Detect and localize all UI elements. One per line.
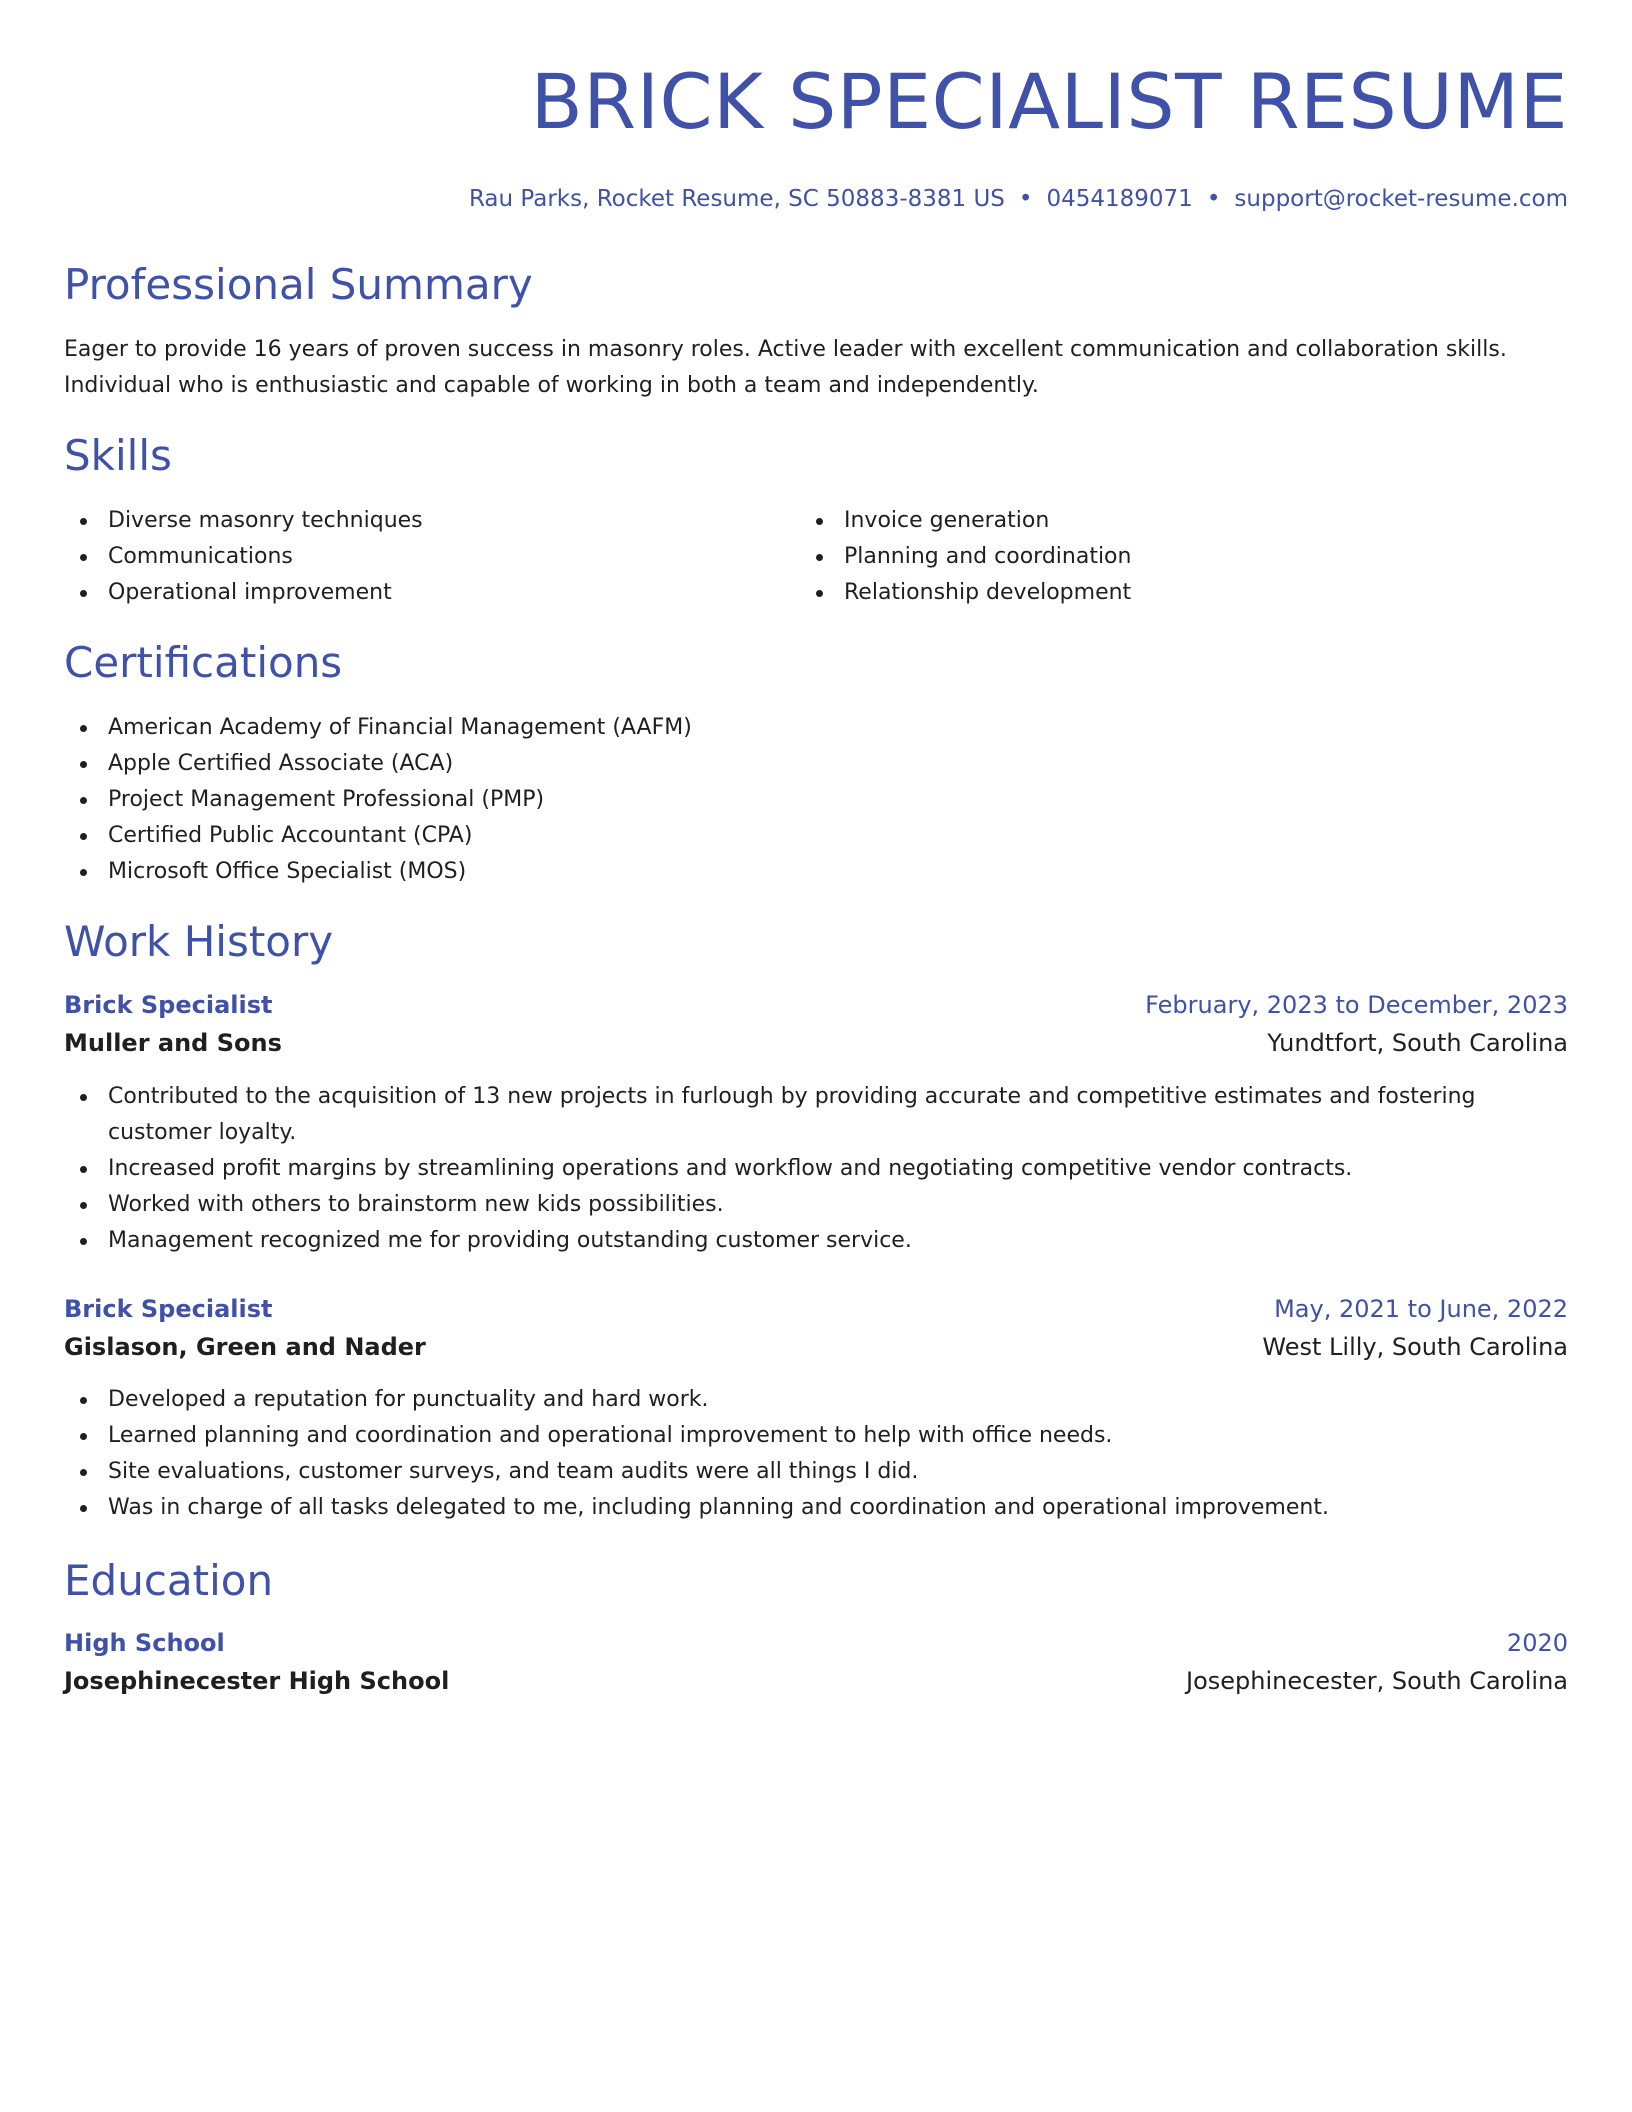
list-item: Relationship development xyxy=(800,575,1500,611)
certifications-list xyxy=(64,710,1064,890)
certifications-heading: Certifications xyxy=(64,638,343,687)
education-location: Josephinecester, South Carolina xyxy=(1185,1667,1568,1695)
list-item: Developed a reputation for punctuality and hard work. xyxy=(64,1382,1568,1418)
skills-list-left xyxy=(64,503,764,611)
contact-phone[interactable]: 0454189071 xyxy=(1046,186,1193,212)
job-company: Gislason, Green and Nader xyxy=(64,1333,426,1361)
education-school: Josephinecester High School xyxy=(64,1667,450,1695)
list-item: Certified Public Accountant (CPA) xyxy=(64,818,1064,854)
list-item: Project Management Professional (PMP) xyxy=(64,782,1064,818)
job-title-row xyxy=(64,1290,1568,1328)
contact-address: Rau Parks, Rocket Resume, SC 50883-8381 US xyxy=(468,186,1005,212)
list-item: Communications xyxy=(64,539,764,575)
list-item: Contributed to the acquisition of 13 new projects in furlough by providing accurate and competitive estimates and fostering customer loyalty. xyxy=(64,1079,1568,1151)
job-title-row xyxy=(64,986,1568,1024)
contact-separator: • xyxy=(1206,186,1221,212)
contact-line xyxy=(469,184,1568,214)
list-item: Worked with others to brainstorm new kids possibilities. xyxy=(64,1187,1568,1223)
job-company-row xyxy=(64,1328,1568,1366)
job-title: Brick Specialist xyxy=(64,991,273,1019)
list-item: Planning and coordination xyxy=(800,539,1500,575)
resume-title: BRICK SPECIALIST RESUME xyxy=(530,57,1568,146)
contact-email[interactable]: support@rocket-resume.com xyxy=(1234,186,1568,212)
education-degree-row xyxy=(64,1624,1568,1662)
list-item: Site evaluations, customer surveys, and team audits were all things I did. xyxy=(64,1454,1568,1490)
education-degree: High School xyxy=(64,1629,225,1657)
work-history-heading: Work History xyxy=(64,917,334,966)
list-item: Management recognized me for providing outstanding customer service. xyxy=(64,1223,1568,1259)
job-location: West Lilly, South Carolina xyxy=(1262,1333,1568,1361)
job-dates: May, 2021 to June, 2022 xyxy=(1274,1295,1568,1323)
contact-separator: • xyxy=(1018,186,1033,212)
summary-heading: Professional Summary xyxy=(64,260,533,309)
list-item: Operational improvement xyxy=(64,575,764,611)
skills-heading: Skills xyxy=(64,431,172,480)
list-item: Learned planning and coordination and operational improvement to help with office needs. xyxy=(64,1418,1568,1454)
list-item: Was in charge of all tasks delegated to me, including planning and coordination and operational improvement. xyxy=(64,1490,1568,1526)
job-bullets xyxy=(64,1079,1568,1259)
job-dates: February, 2023 to December, 2023 xyxy=(1145,991,1568,1019)
job-bullets xyxy=(64,1382,1568,1526)
list-item: Invoice generation xyxy=(800,503,1500,539)
education-year: 2020 xyxy=(1506,1629,1568,1657)
list-item: Microsoft Office Specialist (MOS) xyxy=(64,854,1064,890)
list-item: Diverse masonry techniques xyxy=(64,503,764,539)
list-item: American Academy of Financial Management (AAFM) xyxy=(64,710,1064,746)
list-item: Increased profit margins by streamlining operations and workflow and negotiating competitive vendor contracts. xyxy=(64,1151,1568,1187)
list-item: Apple Certified Associate (ACA) xyxy=(64,746,1064,782)
job-location: Yundtfort, South Carolina xyxy=(1267,1029,1568,1057)
job-company-row xyxy=(64,1024,1568,1062)
summary-text: Eager to provide 16 years of proven success in masonry roles. Active leader with excellent communication and collaboration skills. Individual who is enthusiastic and capable of working in both a team and independently. xyxy=(64,337,1507,398)
job-company: Muller and Sons xyxy=(64,1029,282,1057)
education-heading: Education xyxy=(64,1556,274,1605)
education-school-row xyxy=(64,1662,1568,1700)
skills-list-right xyxy=(800,503,1500,611)
job-title: Brick Specialist xyxy=(64,1295,273,1323)
